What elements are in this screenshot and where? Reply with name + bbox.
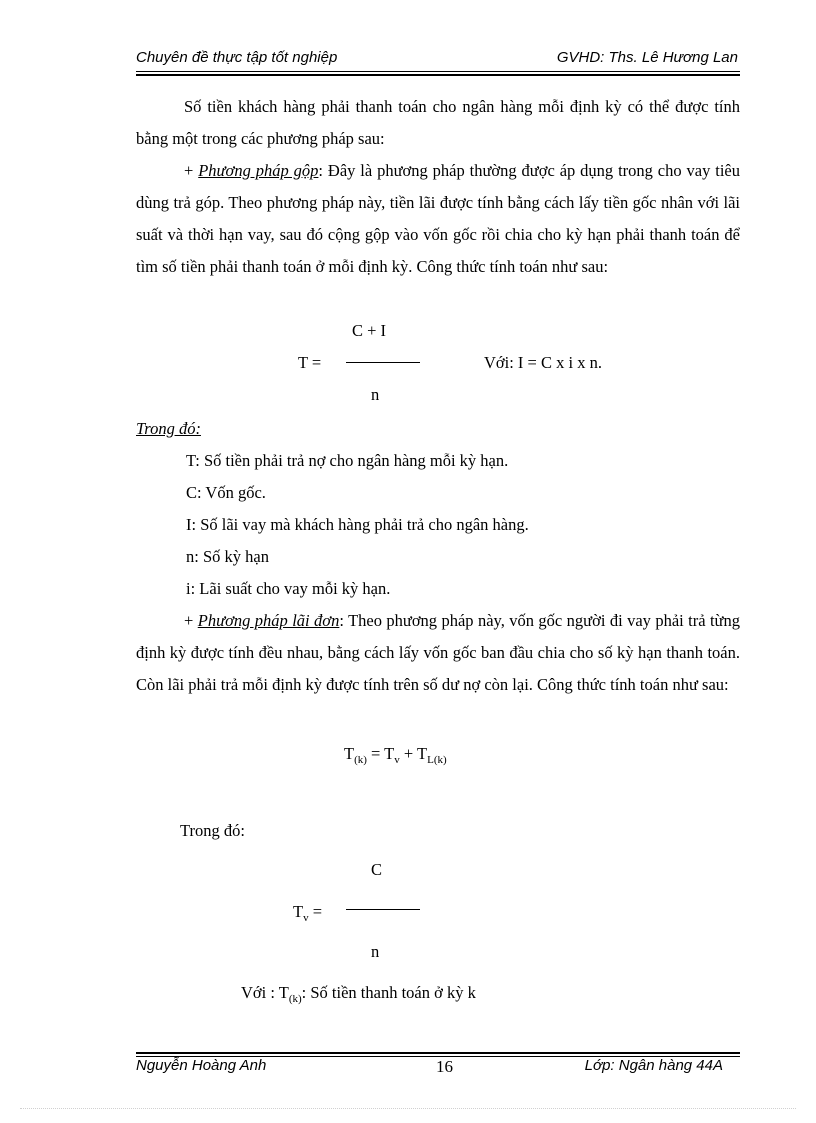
where2-title: Trong đó:	[180, 821, 245, 840]
formula3-lhs: $T_v$ =	[293, 902, 323, 924]
formula2: $T_{(k)} = T_v + T_{L(k)}$	[344, 744, 447, 766]
header-rule-bottom	[136, 74, 740, 76]
where1-item-i: I: Số lãi vay mà khách hàng phải trả cho ngân hàng.	[186, 515, 529, 534]
formula1-denominator: n	[371, 385, 380, 404]
where1-item-t: T: Số tiền phải trả nợ cho ngân hàng mỗi kỳ hạn.	[186, 451, 509, 470]
method1-title: Phương pháp gộp	[198, 161, 319, 180]
where1-item-rate: i: Lãi suất cho vay mỗi kỳ hạn.	[186, 579, 391, 598]
header-right: GVHD: Ths. Lê Hương Lan	[556, 49, 738, 66]
formula1-lhs: T =	[298, 353, 322, 372]
intro-paragraph: Số tiền khách hàng phải thanh toán cho ngân hàng mỗi định kỳ có thể được tính bằng một trong các phương pháp sau:	[136, 97, 740, 148]
formula1-note: Với: I = C x i x n.	[484, 353, 602, 372]
method1-paragraph: + Phương pháp gộp: Đây là phương pháp thường được áp dụng trong cho vay tiêu dùng trả góp. Theo phương pháp này, tiền lãi được tính bằng cách lấy tiền gốc nhân với lãi suất và thời hạn vay, sau đó cộng gộp vào vốn gốc rồi chia cho kỳ hạn phải thanh toán để tìm số tiền phải thanh toán ở mỗi định kỳ. Công thức tính toán như sau:	[136, 161, 741, 276]
method2-title: Phương pháp lãi đơn	[197, 611, 340, 630]
formula3-numerator: C	[371, 860, 383, 879]
header-left: Chuyên đề thực tập tốt nghiệp	[136, 49, 338, 66]
page-number: 16	[436, 1057, 453, 1076]
where1-item-c: C: Vốn gốc.	[186, 483, 266, 502]
footer-rule-top	[136, 1052, 740, 1054]
formula1-fraction-bar	[346, 362, 420, 363]
formula3-fraction-bar	[346, 909, 420, 910]
method2-paragraph: + Phương pháp lãi đơn: Theo phương pháp này, vốn gốc người đi vay phải trả từng định kỳ được tính đều nhau, bằng cách lấy vốn gốc ban đầu chia cho số kỳ hạn thanh toán. Còn lãi phải trả mỗi định kỳ được tính trên số dư nợ còn lại. Công thức tính toán như sau:	[136, 611, 741, 694]
page-bottom-dotted-edge	[20, 1108, 796, 1109]
with-line: Với : $T_{(k)}$: Số tiền thanh toán ở kỳ k	[241, 983, 476, 1005]
formula3-denominator: n	[371, 942, 380, 961]
footer-author: Nguyễn Hoàng Anh	[136, 1057, 267, 1074]
where1-title: Trong đó:	[136, 419, 201, 438]
footer-class: Lớp: Ngân hàng 44A	[584, 1057, 723, 1074]
header-rule-top	[136, 71, 740, 72]
where1-item-n: n: Số kỳ hạn	[186, 547, 269, 566]
formula1-numerator: C + I	[352, 321, 387, 340]
